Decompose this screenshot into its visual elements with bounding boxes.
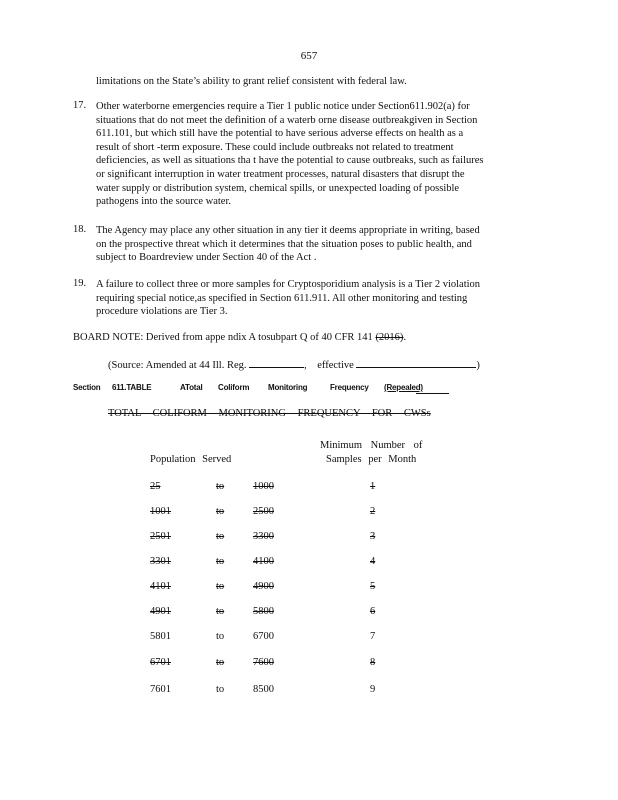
item-18-text (96, 224, 532, 265)
source-effective-blank (356, 357, 476, 368)
min-samples-header-line2: Samples per Month (326, 454, 417, 465)
row-to-word: to (216, 657, 225, 668)
section-label: Section (73, 383, 101, 392)
row-from: 3301 (150, 556, 171, 567)
item-19-line: procedure violations are Tier 3. (96, 306, 228, 318)
section-table-number: 611.TABLE (112, 383, 152, 392)
row-samples: 5 (370, 581, 376, 592)
row-from: 5801 (150, 631, 171, 642)
row-to: 4900 (253, 581, 274, 592)
item-19-text (96, 278, 532, 319)
min-samples-header-line1: Minimum Number of (320, 440, 423, 451)
row-to-word: to (216, 556, 225, 567)
row-samples: 4 (370, 556, 376, 567)
board-note-end: . (403, 332, 407, 343)
row-to: 2500 (253, 506, 274, 517)
item-18-line: on the prospective threat which it determines that the situation poses to public health, and (96, 238, 472, 250)
row-samples: 9 (370, 684, 376, 695)
item-17-number: 17. (73, 100, 87, 111)
source-line (108, 357, 480, 371)
table-title: TOTAL COLIFORM MONITORING FREQUENCY FOR CWSs (108, 408, 431, 419)
source-close: ) (476, 360, 480, 371)
item-17-line: result of short -term exposure. These could include outbreaks not related to treatment (96, 141, 454, 153)
page-number: 657 (300, 50, 318, 62)
row-samples: 7 (370, 631, 376, 642)
row-to-word: to (216, 481, 225, 492)
section-coliform: Coliform (218, 383, 250, 392)
item-17-line: 611.101, but which still have the potential to have serious adverse effects on health as a (96, 128, 464, 140)
row-to: 8500 (253, 684, 274, 695)
item-18-line: subject to Boardreview under Section 40 of the Act . (96, 252, 317, 264)
item-17-line: water supply or distribution system, chemical spills, or unexpected loading of possible (96, 182, 460, 194)
row-to-word: to (216, 631, 225, 642)
section-atotal: ATotal (180, 383, 203, 392)
row-to: 5800 (253, 606, 274, 617)
row-samples: 3 (370, 531, 376, 542)
population-served-header: Population Served (150, 454, 232, 465)
board-note-struck-year: (2016) (375, 332, 404, 343)
source-reg-blank (249, 357, 304, 368)
row-to-word: to (216, 684, 225, 695)
item-17-line: Other waterborne emergencies require a Tier 1 public notice under Section611.902(a) for (96, 101, 470, 112)
board-note (73, 332, 406, 343)
row-to: 1000 (253, 481, 274, 492)
item-18-line: The Agency may place any other situation in any tier it deems appropriate in writing, based (96, 225, 480, 236)
row-from: 7601 (150, 684, 171, 695)
source-open: (Source: Amended at 44 Ill. Reg. (108, 360, 247, 371)
row-from: 4901 (150, 606, 171, 617)
row-from: 2501 (150, 531, 171, 542)
item-17-text (96, 100, 532, 209)
row-to-word: to (216, 606, 225, 617)
row-from: 1001 (150, 506, 171, 517)
row-to-word: to (216, 506, 225, 517)
section-monitoring: Monitoring (268, 383, 308, 392)
item-19-line: requiring special notice,as specified in Section 611.911. All other monitoring and testing (96, 292, 468, 304)
row-to: 7600 (253, 657, 274, 668)
row-from: 25 (150, 481, 161, 492)
board-note-text: BOARD NOTE: Derived from appe ndix A tosubpart Q of 40 CFR 141 (73, 332, 373, 343)
row-samples: 1 (370, 481, 376, 492)
row-to: 4100 (253, 556, 274, 567)
row-from: 6701 (150, 657, 171, 668)
section-frequency: Frequency (330, 383, 369, 392)
item-17-line: deficiencies, as well as situations tha t have the potential to cause outbreaks, such as failures (96, 155, 484, 167)
item-19-number: 19. (73, 278, 87, 289)
section-repealed: (Repealed) (384, 383, 423, 392)
item-17-line: pathogens into the source water. (96, 196, 232, 208)
repealed-underline-extension (416, 393, 449, 394)
item-17-line: or significant interruption in water treatment processes, natural disasters that disrupt the (96, 168, 465, 180)
row-samples: 6 (370, 606, 376, 617)
source-comma: , (304, 360, 307, 371)
item-18-number: 18. (73, 224, 87, 235)
row-to-word: to (216, 581, 225, 592)
row-to: 3300 (253, 531, 274, 542)
source-effective: effective (317, 360, 354, 371)
row-to-word: to (216, 531, 225, 542)
item-17-line: situations that do not meet the definition of a waterb orne disease outbreakgiven in Section (96, 114, 478, 126)
item-19-line: A failure to collect three or more samples for Cryptosporidium analysis is a Tier 2 violation (96, 279, 481, 290)
intro-line: limitations on the State’s ability to grant relief consistent with federal law. (96, 76, 407, 87)
row-from: 4101 (150, 581, 171, 592)
row-samples: 2 (370, 506, 376, 517)
row-to: 6700 (253, 631, 274, 642)
row-samples: 8 (370, 657, 376, 668)
